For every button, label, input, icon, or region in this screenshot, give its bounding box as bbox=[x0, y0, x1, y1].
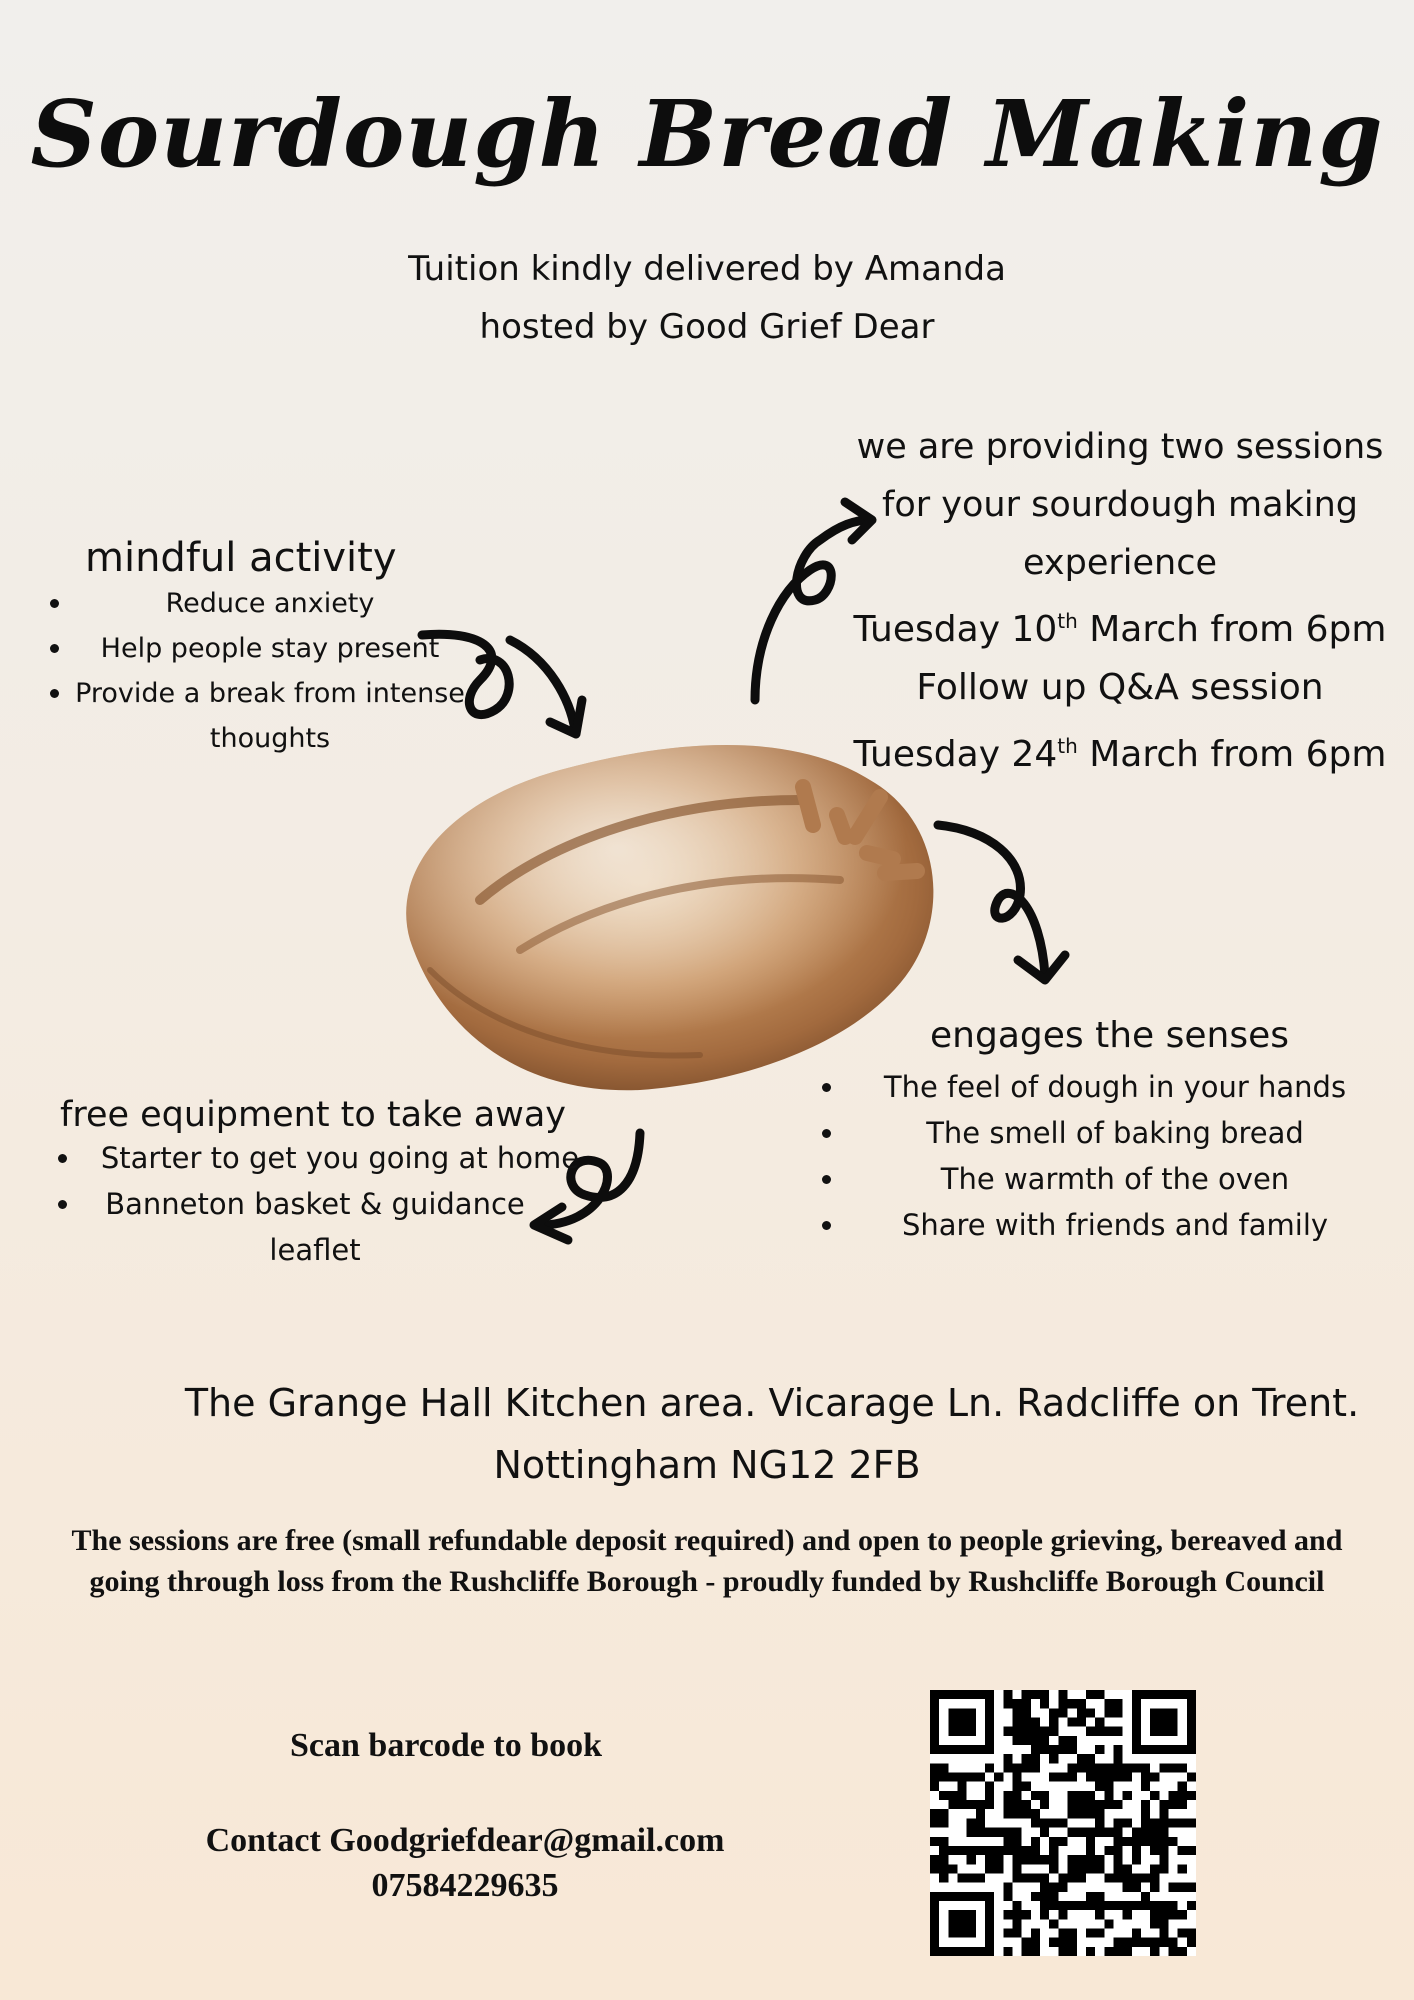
session-2-date: Tuesday 24th March from 6pm bbox=[853, 734, 1387, 775]
list-item: Help people stay present bbox=[40, 626, 480, 671]
followup-label: Follow up Q&A session bbox=[916, 667, 1324, 708]
session-1-date: Tuesday 10th March from 6pm bbox=[853, 609, 1387, 650]
subtitle-tutor: Tuition kindly delivered by Amanda bbox=[408, 249, 1006, 289]
venue-line-1: The Grange Hall Kitchen area. Vicarage Ln. Radcliffe on Trent. bbox=[184, 1381, 1360, 1425]
curly-arrow-icon bbox=[400, 610, 600, 750]
subtitle bbox=[0, 240, 1414, 356]
bullet-icon bbox=[58, 1200, 67, 1209]
list-item: The warmth of the oven bbox=[800, 1156, 1360, 1202]
qr-code-image[interactable] bbox=[930, 1690, 1196, 1956]
list-item: Provide a break from intense thoughts bbox=[40, 671, 480, 761]
eligibility-info: The sessions are free (small refundable deposit required) and open to people grieving, bereaved and going through loss from the Rushcliffe Borough - proudly funded by Rushcliffe Borough Council bbox=[71, 1524, 1343, 1598]
bullet-icon bbox=[822, 1083, 831, 1092]
equipment-list bbox=[50, 1135, 610, 1273]
venue-address bbox=[0, 1372, 1414, 1496]
bullet-icon bbox=[822, 1221, 831, 1230]
accent-dashes-icon bbox=[785, 775, 935, 895]
scan-to-book-label: Scan barcode to book bbox=[290, 1727, 603, 1764]
list-item: Banneton basket & guidance leaflet bbox=[50, 1181, 610, 1273]
sessions-intro-3: experience bbox=[1023, 543, 1217, 583]
equipment-heading: free equipment to take away bbox=[60, 1095, 567, 1135]
sessions-intro-1: we are providing two sessions bbox=[856, 427, 1384, 467]
equipment-block bbox=[50, 1095, 610, 1273]
list-item: The feel of dough in your hands bbox=[800, 1064, 1360, 1110]
contact-email[interactable]: Contact Goodgriefdear@gmail.com bbox=[205, 1822, 725, 1859]
bullet-icon bbox=[50, 689, 59, 698]
bullet-icon bbox=[822, 1129, 831, 1138]
list-item: Starter to get you going at home bbox=[50, 1135, 610, 1181]
curly-arrow-icon bbox=[930, 815, 1110, 995]
bullet-icon bbox=[50, 644, 59, 653]
senses-block bbox=[800, 1015, 1360, 1248]
list-item: Reduce anxiety bbox=[40, 581, 480, 626]
list-item: The smell of baking bread bbox=[800, 1110, 1360, 1156]
senses-heading: engages the senses bbox=[930, 1015, 1289, 1056]
contact-phone[interactable]: 07584229635 bbox=[371, 1867, 559, 1904]
mindful-heading: mindful activity bbox=[85, 535, 397, 581]
curly-arrow-icon bbox=[740, 490, 880, 710]
bullet-icon bbox=[58, 1154, 67, 1163]
contact-block bbox=[100, 1818, 830, 1908]
senses-list bbox=[800, 1064, 1360, 1248]
bullet-icon bbox=[50, 599, 59, 608]
list-item: Share with friends and family bbox=[800, 1202, 1360, 1248]
subtitle-host: hosted by Good Grief Dear bbox=[479, 307, 935, 347]
venue-line-2: Nottingham NG12 2FB bbox=[493, 1443, 921, 1487]
bullet-icon bbox=[822, 1175, 831, 1184]
sessions-intro-2: for your sourdough making bbox=[882, 485, 1358, 525]
page-title: Sourdough Bread Making bbox=[30, 80, 1384, 188]
